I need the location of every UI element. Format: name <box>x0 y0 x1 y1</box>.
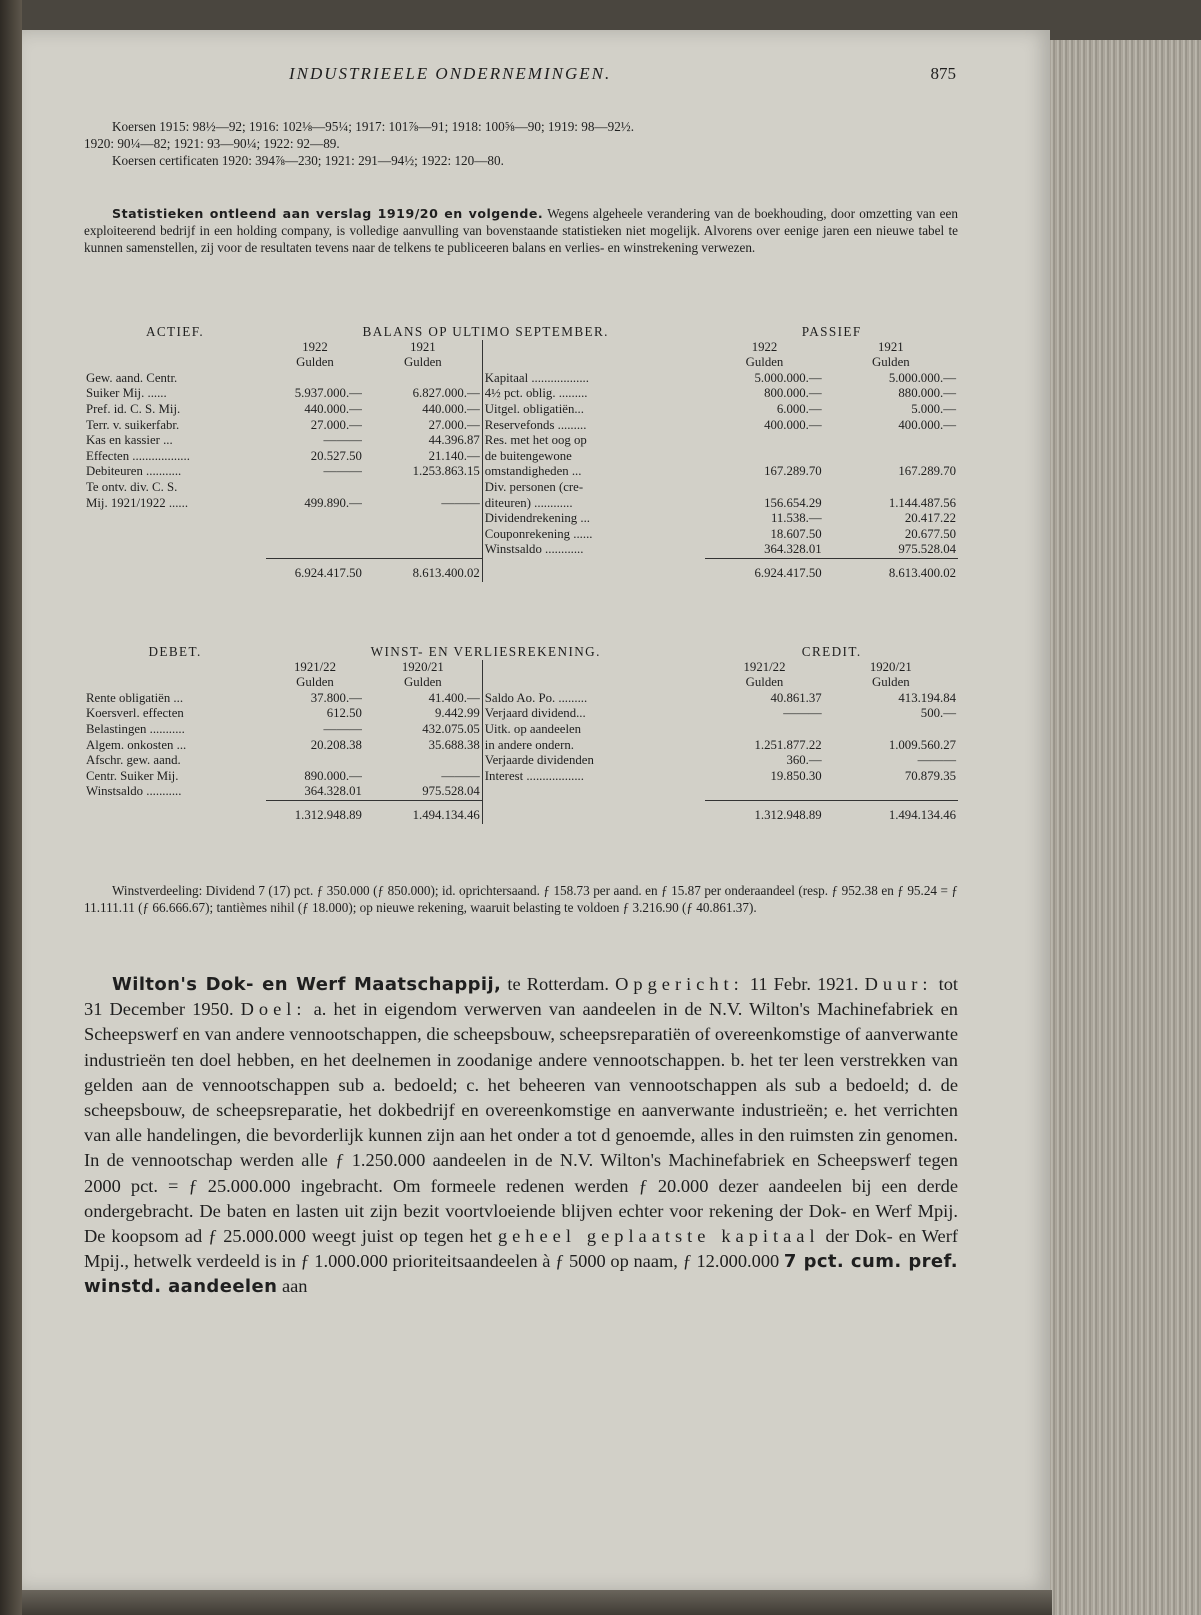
statistieken-lead: Statistieken ontleend aan verslag 1919/20 en volgende. <box>112 206 544 221</box>
balans-actief-value-2 <box>364 542 482 558</box>
balans-table-row <box>84 464 958 480</box>
balans-year-1: 1922 <box>302 339 328 354</box>
winst-debet-value-1: 612.50 <box>326 706 362 721</box>
balans-table-row <box>84 386 958 402</box>
winst-credit-value-1: 40.861.37 <box>770 690 822 705</box>
balans-table-row <box>84 527 958 543</box>
winst-year-1-right: 1921/22 <box>743 659 786 674</box>
winst-credit-value-1 <box>705 722 823 738</box>
balans-actief-value-1: 27.000.— <box>310 417 362 432</box>
balans-passief-value-1: 156.654.29 <box>764 495 822 510</box>
balans-actief-value-1 <box>266 511 364 527</box>
winst-unit: Gulden <box>296 675 334 690</box>
winst-table-row <box>84 738 958 754</box>
balans-table-row <box>84 433 958 449</box>
winst-debet-label: Algem. onkosten ... <box>86 737 187 752</box>
balans-actief-value-2: 6.827.000.— <box>412 386 480 401</box>
winst-unit: Gulden <box>404 675 442 690</box>
winst-debet-value-2: 432.075.05 <box>422 721 480 736</box>
header-title: INDUSTRIEELE ONDERNEMINGEN. <box>289 64 612 83</box>
balans-total-actief-1921: 8.613.400.02 <box>412 565 480 580</box>
winst-credit-label <box>482 784 705 800</box>
balans-actief-label <box>84 527 266 543</box>
koersen-certificaten: Koersen certificaten 1920: 394⅞—230; 1921: 291—94½; 1922: 120—80. <box>112 153 504 168</box>
balans-actief-value-1 <box>266 371 364 387</box>
winstverdeeling-paragraph <box>84 882 958 916</box>
balans-total-passief-1921: 8.613.400.02 <box>888 565 956 580</box>
balans-passief-value-1: 11.538.— <box>770 511 822 526</box>
winst-credit-label: Uitk. op aandeelen <box>482 722 705 738</box>
winst-unit: Gulden <box>745 675 784 690</box>
wilton-text-4: aan <box>281 1276 308 1297</box>
doel-label: Doel: <box>240 999 307 1020</box>
winst-table-row <box>84 691 958 707</box>
balans-year-2-right: 1921 <box>878 339 904 354</box>
balans-unit: Gulden <box>871 355 910 370</box>
wilton-location: te Rotterdam. <box>507 974 609 994</box>
balans-actief-value-1 <box>266 527 364 543</box>
winst-credit-value-1: 19.850.30 <box>770 768 822 783</box>
wilton-text-3: der Dok- en Werf Mpij., hetwelk verdeeld is in ƒ 1.000.000 prioriteitsaandeelen à ƒ 5000 op naam, ƒ 12.000.000 <box>84 1226 958 1272</box>
balans-table-row <box>84 480 958 496</box>
winst-credit-value-2: 70.879.35 <box>904 768 956 783</box>
wilton-entry <box>84 972 958 1300</box>
statistieken-paragraph <box>84 205 958 256</box>
balans-passief-value-1: 400.000.— <box>764 417 822 432</box>
balans-actief-label: Debiteuren ........... <box>86 464 182 479</box>
balans-actief-value-2 <box>364 527 482 543</box>
balans-passief-value-2: 20.677.50 <box>904 526 956 541</box>
balans-passief-label: Div. personen (cre- <box>482 480 705 496</box>
balans-year-1-right: 1922 <box>751 339 778 354</box>
balans-passief-value-1: 6.000.— <box>776 401 822 416</box>
balans-passief-label: Winstsaldo ............ <box>482 542 705 558</box>
balans-unit: Gulden <box>404 355 442 370</box>
balans-table-row <box>84 418 958 434</box>
winst-total-credit-1: 1.312.948.89 <box>754 807 822 822</box>
winst-debet-value-1: 364.328.01 <box>304 784 362 799</box>
balans-actief-value-1 <box>266 480 364 496</box>
balans-table <box>84 324 958 582</box>
balans-actief-value-1: 20.527.50 <box>310 448 362 463</box>
winst-debet-value-1: 20.208.38 <box>310 737 362 752</box>
book-bottom-shadow <box>22 1590 1052 1615</box>
winst-verlies-table <box>84 644 958 824</box>
balans-actief-label: Suiker Mij. ...... <box>86 386 167 401</box>
winst-table-row <box>84 784 958 800</box>
balans-actief-heading: ACTIEF. <box>145 324 205 339</box>
statistieken-text: Wegens algeheele verandering van de boekhouding, door omzetting van een exploiteerend bedrijf in een holding company, is volledige aanvulling van bovenstaande statistieken niet mogelijk. Alvorens over eenige jaren een nieuwe tabel te kunnen samenstellen, zij voor de resultaten tevens naar de telkens te publiceeren balans en verlies- en winstrekening verwezen. <box>84 206 958 255</box>
running-header <box>84 64 958 92</box>
winst-debet-label: Centr. Suiker Mij. <box>86 768 179 783</box>
pref-aandeelen: 7 pct. cum. pref. winstd. aandeelen <box>84 1251 958 1298</box>
winst-credit-value-2: 500.— <box>920 706 956 721</box>
winst-year-2: 1920/21 <box>401 659 444 674</box>
balans-actief-value-1 <box>266 542 364 558</box>
winst-debet-value-1: 890.000.— <box>304 768 362 783</box>
balans-actief-label <box>84 542 266 558</box>
balans-passief-value-1: 167.289.70 <box>764 464 822 479</box>
balans-actief-value-2: 1.253.863.15 <box>412 464 480 479</box>
winst-credit-value-1: 1.251.877.22 <box>754 737 822 752</box>
balans-passief-label: 4½ pct. oblig. ......... <box>482 386 705 402</box>
balans-actief-value-2: 44.396.87 <box>428 433 480 448</box>
book-page-edges <box>1050 40 1201 1615</box>
balans-passief-label: Res. met het oog op <box>482 433 705 449</box>
winst-debet-label: Winstsaldo ........... <box>86 784 182 799</box>
balans-actief-value-1: ——— <box>323 464 362 479</box>
winst-total-debet-2: 1.494.134.46 <box>412 807 480 822</box>
balans-table-row <box>84 542 958 558</box>
winst-credit-label: Verjaarde dividenden <box>482 753 705 769</box>
balans-table-row <box>84 402 958 418</box>
winst-credit-value-2: 1.009.560.27 <box>888 737 956 752</box>
duur-label: Duur: <box>864 974 933 994</box>
winst-debet-value-2: 975.528.04 <box>422 784 480 799</box>
balans-actief-value-2 <box>364 511 482 527</box>
winst-debet-label: Koersverl. effecten <box>86 706 184 721</box>
winst-debet-value-2: 35.688.38 <box>428 737 480 752</box>
balans-actief-value-2: 21.140.— <box>428 448 480 463</box>
balans-passief-value-2: 975.528.04 <box>898 542 956 557</box>
duur-text: tot 31 December 1950. <box>84 974 958 1020</box>
balans-total-actief-1922: 6.924.417.50 <box>294 565 362 580</box>
winstverdeeling-text: Winstverdeeling: Dividend 7 (17) pct. ƒ 350.000 (ƒ 850.000); id. oprichtersaand. ƒ 158.73 per aand. en ƒ 15.87 per onderaandeel (resp. ƒ 952.38 en ƒ 95.24 = ƒ 11.111.11 (ƒ 66.666.67); tantièmes nihil (ƒ 18.000); op nieuwe rekening, waaruit belasting te voldoen ƒ 3.216.90 (ƒ 40.861.37). <box>84 883 958 915</box>
winst-credit-value-1: ——— <box>783 706 822 721</box>
winst-year-2-right: 1920/21 <box>869 659 912 674</box>
balans-actief-label: Gew. aand. Centr. <box>86 370 178 385</box>
balans-actief-label: Mij. 1921/1922 ...... <box>86 495 189 510</box>
balans-title: BALANS OP ULTIMO SEPTEMBER. <box>362 324 609 339</box>
doel-text: a. het in eigendom verwerven van aandeelen in de N.V. Wilton's Machinefabriek en Scheepswerf en van andere vennootschappen, die scheepsbouw, scheepsreparatiën of overeenkomstige of aanverwante industrieën ten doel hebben, en het deelnemen in zoodanige andere vennootschappen. b. het ter leen verstrekken van gelden aan de vennootschappen sub a. bedoeld; c. het beheeren van vennootschappen als sub a bedoeld; d. de scheepsbouw, de scheepsreparatie, het dokbedrijf en overeenkomstige en aanverwante industrieën; e. het verrichten van alle handelingen, die bevorderlijk kunnen zijn aan het onder a tot d genoemde, alles in den ruimsten zin genomen. <box>84 999 958 1146</box>
balans-passief-value-2 <box>824 449 958 465</box>
balans-passief-value-2: 880.000.— <box>898 386 956 401</box>
winst-unit: Gulden <box>871 675 910 690</box>
winst-credit-value-1: 360.— <box>786 753 822 768</box>
winst-table-row <box>84 722 958 738</box>
winst-debet-value-2: 41.400.— <box>428 690 480 705</box>
balans-actief-label <box>84 511 266 527</box>
balans-actief-value-1: 499.890.— <box>304 495 362 510</box>
balans-passief-value-2: 5.000.— <box>911 401 956 416</box>
balans-passief-value-1 <box>705 449 823 465</box>
winst-debet-label: Belastingen ........... <box>86 721 185 736</box>
balans-total-passief-1922: 6.924.417.50 <box>754 565 822 580</box>
winst-table-row <box>84 753 958 769</box>
balans-passief-value-2: 167.289.70 <box>898 464 956 479</box>
balans-actief-label: Effecten .................. <box>86 448 190 463</box>
winst-credit-value-2: 413.194.84 <box>898 690 956 705</box>
opgericht-date: 11 Febr. 1921. <box>749 974 859 994</box>
balans-passief-label: Uitgel. obligatiën... <box>482 402 705 418</box>
balans-passief-label: Couponrekening ...... <box>482 527 705 543</box>
balans-passief-value-2: 20.417.22 <box>904 511 956 526</box>
balans-actief-value-1: 5.937.000.— <box>294 386 362 401</box>
balans-table-row <box>84 511 958 527</box>
balans-actief-value-2 <box>364 371 482 387</box>
balans-passief-value-1: 18.607.50 <box>770 526 822 541</box>
winst-debet-value-2: 9.442.99 <box>434 706 480 721</box>
winst-debet-heading: DEBET. <box>148 644 202 659</box>
balans-actief-label: Te ontv. div. C. S. <box>86 479 178 494</box>
balans-actief-label: Kas en kassier ... <box>86 433 173 448</box>
winst-total-debet-1: 1.312.948.89 <box>294 807 362 822</box>
balans-unit: Gulden <box>296 355 334 370</box>
opgericht-label: Opgericht: <box>615 974 744 994</box>
winst-credit-label: in andere ondern. <box>482 738 705 754</box>
balans-actief-value-2 <box>364 480 482 496</box>
balans-table-row <box>84 371 958 387</box>
winst-debet-value-2: ——— <box>441 768 480 783</box>
book-spine-shadow <box>0 0 22 1615</box>
wilton-text-2: In de vennootschap werden alle ƒ 1.250.000 aandeelen in de N.V. Wilton's Machinefabriek en Scheepswerf tegen 2000 pct. = ƒ 25.000.000 ingebracht. Om formeele redenen werden ƒ 20.000 dezer aandeelen bij een derde ondergebracht. De baten en lasten uit zijn bezit voortvloeiende blijven echter voor rekening der Dok- en Werf Mpij. De koopsom ad ƒ 25.000.000 weegt juist op tegen het <box>84 1150 958 1247</box>
balans-actief-value-1: ——— <box>323 433 362 448</box>
balans-passief-label: Reservefonds ......... <box>482 418 705 434</box>
balans-actief-value-2: 440.000.— <box>422 401 480 416</box>
winst-credit-label: Interest .................. <box>482 769 705 785</box>
spaced-phrase: geheel geplaatste kapitaal <box>497 1226 820 1247</box>
winst-credit-value-2 <box>824 722 958 738</box>
winst-credit-label: Saldo Ao. Po. ......... <box>482 691 705 707</box>
koersen-line-1: Koersen 1915: 98½—92; 1916: 102⅛—95¼; 1917: 101⅞—91; 1918: 100⅝—90; 1919: 98—92½. <box>112 119 634 134</box>
winst-table-row <box>84 769 958 785</box>
winst-credit-value-2: ——— <box>917 753 956 768</box>
balans-year-2: 1921 <box>410 339 436 354</box>
balans-passief-label: Kapitaal .................. <box>482 371 705 387</box>
balans-passief-label: omstandigheden ... <box>482 464 705 480</box>
page-number: 875 <box>930 64 956 83</box>
balans-passief-value-1: 5.000.000.— <box>754 370 822 385</box>
balans-passief-value-2: 400.000.— <box>898 417 956 432</box>
winst-table-row <box>84 706 958 722</box>
winst-credit-heading: CREDIT. <box>801 644 862 659</box>
balans-table-row <box>84 449 958 465</box>
winst-debet-label: Rente obligatiën ... <box>86 690 184 705</box>
balans-passief-value-1 <box>705 433 823 449</box>
balans-table-row <box>84 496 958 512</box>
winst-credit-value-1 <box>705 784 823 800</box>
balans-passief-value-1: 800.000.— <box>764 386 822 401</box>
balans-passief-label: diteuren) ............ <box>482 496 705 512</box>
winst-debet-value-1: 37.800.— <box>310 690 362 705</box>
winst-debet-label: Afschr. gew. aand. <box>86 753 181 768</box>
balans-actief-label: Pref. id. C. S. Mij. <box>86 401 181 416</box>
book-page <box>22 30 1050 1590</box>
balans-passief-value-2 <box>824 433 958 449</box>
balans-passief-value-2: 1.144.487.56 <box>888 495 956 510</box>
balans-unit: Gulden <box>745 355 784 370</box>
balans-passief-value-2: 5.000.000.— <box>888 370 956 385</box>
balans-passief-value-2 <box>824 480 958 496</box>
balans-actief-label: Terr. v. suikerfabr. <box>86 417 180 432</box>
winst-year-1: 1921/22 <box>294 659 336 674</box>
company-name: Wilton's Dok- en Werf Maatschappij, <box>112 974 502 995</box>
balans-actief-value-1: 440.000.— <box>304 401 362 416</box>
winst-total-credit-2: 1.494.134.46 <box>888 807 956 822</box>
koersen-block <box>84 118 958 169</box>
balans-actief-value-2: ——— <box>441 495 480 510</box>
koersen-line-2: 1920: 90¼—82; 1921: 93—90¼; 1922: 92—89. <box>84 136 340 151</box>
balans-passief-label: de buitengewone <box>482 449 705 465</box>
balans-passief-label: Dividendrekening ... <box>482 511 705 527</box>
balans-passief-value-1 <box>705 480 823 496</box>
balans-actief-value-2: 27.000.— <box>428 417 480 432</box>
winst-title: WINST- EN VERLIESREKENING. <box>370 644 601 659</box>
winst-debet-value-2 <box>364 753 482 769</box>
winst-debet-value-1 <box>266 753 364 769</box>
winst-debet-value-1: ——— <box>323 721 362 736</box>
winst-credit-label: Verjaard dividend... <box>482 706 705 722</box>
balans-passief-value-1: 364.328.01 <box>764 542 822 557</box>
balans-passief-heading: PASSIEF <box>801 324 862 339</box>
winst-credit-value-2 <box>824 784 958 800</box>
